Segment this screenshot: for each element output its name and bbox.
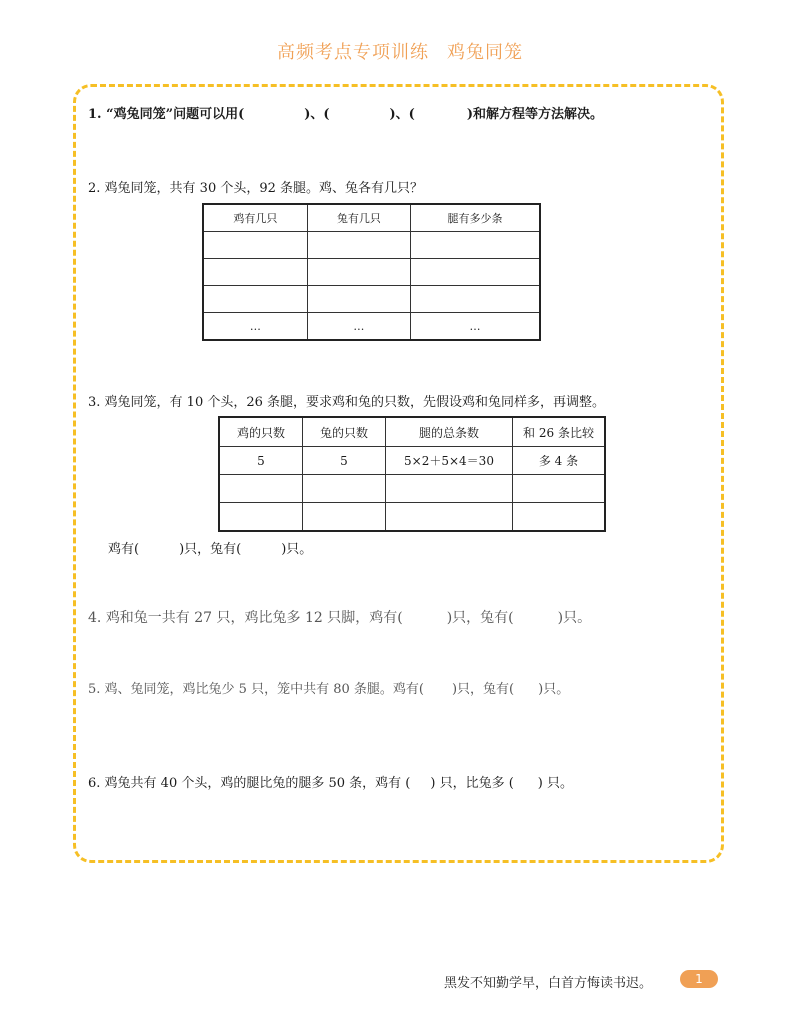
question-text: 鸡和兔一共有 27 只，鸡比兔多 12 只脚，鸡有(	[105, 610, 403, 626]
table-cell[interactable]	[513, 503, 606, 532]
table-header: 鸡有几只	[203, 204, 307, 232]
question-text: ) 只，比兔多 (	[430, 776, 514, 791]
question-text: )只。	[538, 682, 570, 697]
question-text: )只。	[557, 610, 592, 626]
table-q3	[218, 416, 606, 532]
question-text: )和解方程等方法解决。	[466, 107, 603, 122]
question-3	[88, 394, 605, 412]
question-text: 鸡兔同笼，共有 30 个头，92 条腿。鸡、兔各有几只？	[104, 181, 424, 196]
question-number: 4.	[88, 610, 102, 626]
question-text: 鸡有(	[108, 542, 140, 557]
table-cell: …	[203, 313, 307, 341]
table-header: 兔的只数	[303, 417, 386, 447]
table-cell[interactable]	[303, 503, 386, 532]
table-cell[interactable]	[307, 259, 410, 286]
question-4	[88, 609, 591, 627]
question-5	[88, 681, 569, 699]
title-subject: 鸡兔同笼	[447, 42, 523, 63]
question-1	[88, 106, 603, 124]
table-header: 兔有几只	[307, 204, 410, 232]
table-row	[203, 232, 540, 259]
question-text: 鸡兔共有 40 个头，鸡的腿比兔的腿多 50 条，鸡有 (	[104, 776, 411, 791]
table-cell: …	[307, 313, 410, 341]
footer-motto: 黑发不知勤学早，白首方悔读书迟。	[444, 976, 653, 991]
question-number: 3.	[88, 395, 101, 410]
question-text: )、(	[304, 107, 330, 122]
table-cell[interactable]	[386, 503, 513, 532]
table-cell[interactable]	[203, 232, 307, 259]
question-number: 2.	[88, 181, 101, 196]
question-text: )只，兔有(	[451, 682, 515, 697]
question-text: )只，兔有(	[446, 610, 514, 626]
question-number: 1.	[88, 107, 102, 122]
question-2	[88, 180, 423, 198]
question-text: )、(	[389, 107, 415, 122]
table-q2	[202, 203, 541, 341]
table-row	[219, 447, 605, 475]
question-number: 5.	[88, 682, 101, 697]
table-row	[203, 286, 540, 313]
table-cell: 5	[219, 447, 303, 475]
table-header: 鸡的只数	[219, 417, 303, 447]
table-cell: …	[410, 313, 540, 341]
page-title	[0, 38, 800, 64]
table-cell[interactable]	[203, 259, 307, 286]
table-row	[203, 313, 540, 341]
table-row	[219, 503, 605, 532]
table-cell[interactable]	[307, 286, 410, 313]
title-topic: 高频考点专项训练	[277, 42, 429, 63]
page-number-badge: 1	[680, 970, 718, 988]
table-cell[interactable]	[410, 232, 540, 259]
table-cell[interactable]	[303, 475, 386, 503]
table-cell[interactable]	[307, 232, 410, 259]
table-header: 腿有多少条	[410, 204, 540, 232]
question-text: “鸡兔同笼”问题可以用(	[106, 107, 245, 122]
question-text: ) 只。	[537, 776, 574, 791]
table-cell[interactable]	[219, 503, 303, 532]
table-cell: 5	[303, 447, 386, 475]
table-cell[interactable]	[513, 475, 606, 503]
table-row	[203, 259, 540, 286]
table-cell[interactable]	[203, 286, 307, 313]
table-header: 腿的总条数	[386, 417, 513, 447]
table-row	[219, 475, 605, 503]
question-text: )只，兔有(	[179, 542, 242, 557]
table-cell[interactable]	[410, 259, 540, 286]
question-number: 6.	[88, 776, 101, 791]
table-cell: 多 4 条	[513, 447, 606, 475]
question-text: 鸡兔同笼，有 10 个头，26 条腿，要求鸡和兔的只数，先假设鸡和兔同样多，再调整。	[104, 395, 606, 410]
question-text: 鸡、兔同笼，鸡比兔少 5 只，笼中共有 80 条腿。鸡有(	[104, 682, 424, 697]
question-text: )只。	[281, 542, 313, 557]
question-6	[88, 775, 573, 793]
question-3-answer	[108, 538, 312, 557]
table-cell[interactable]	[386, 475, 513, 503]
table-cell: 5×2＋5×4＝30	[386, 447, 513, 475]
table-header: 和 26 条比较	[513, 417, 606, 447]
table-cell[interactable]	[410, 286, 540, 313]
table-cell[interactable]	[219, 475, 303, 503]
